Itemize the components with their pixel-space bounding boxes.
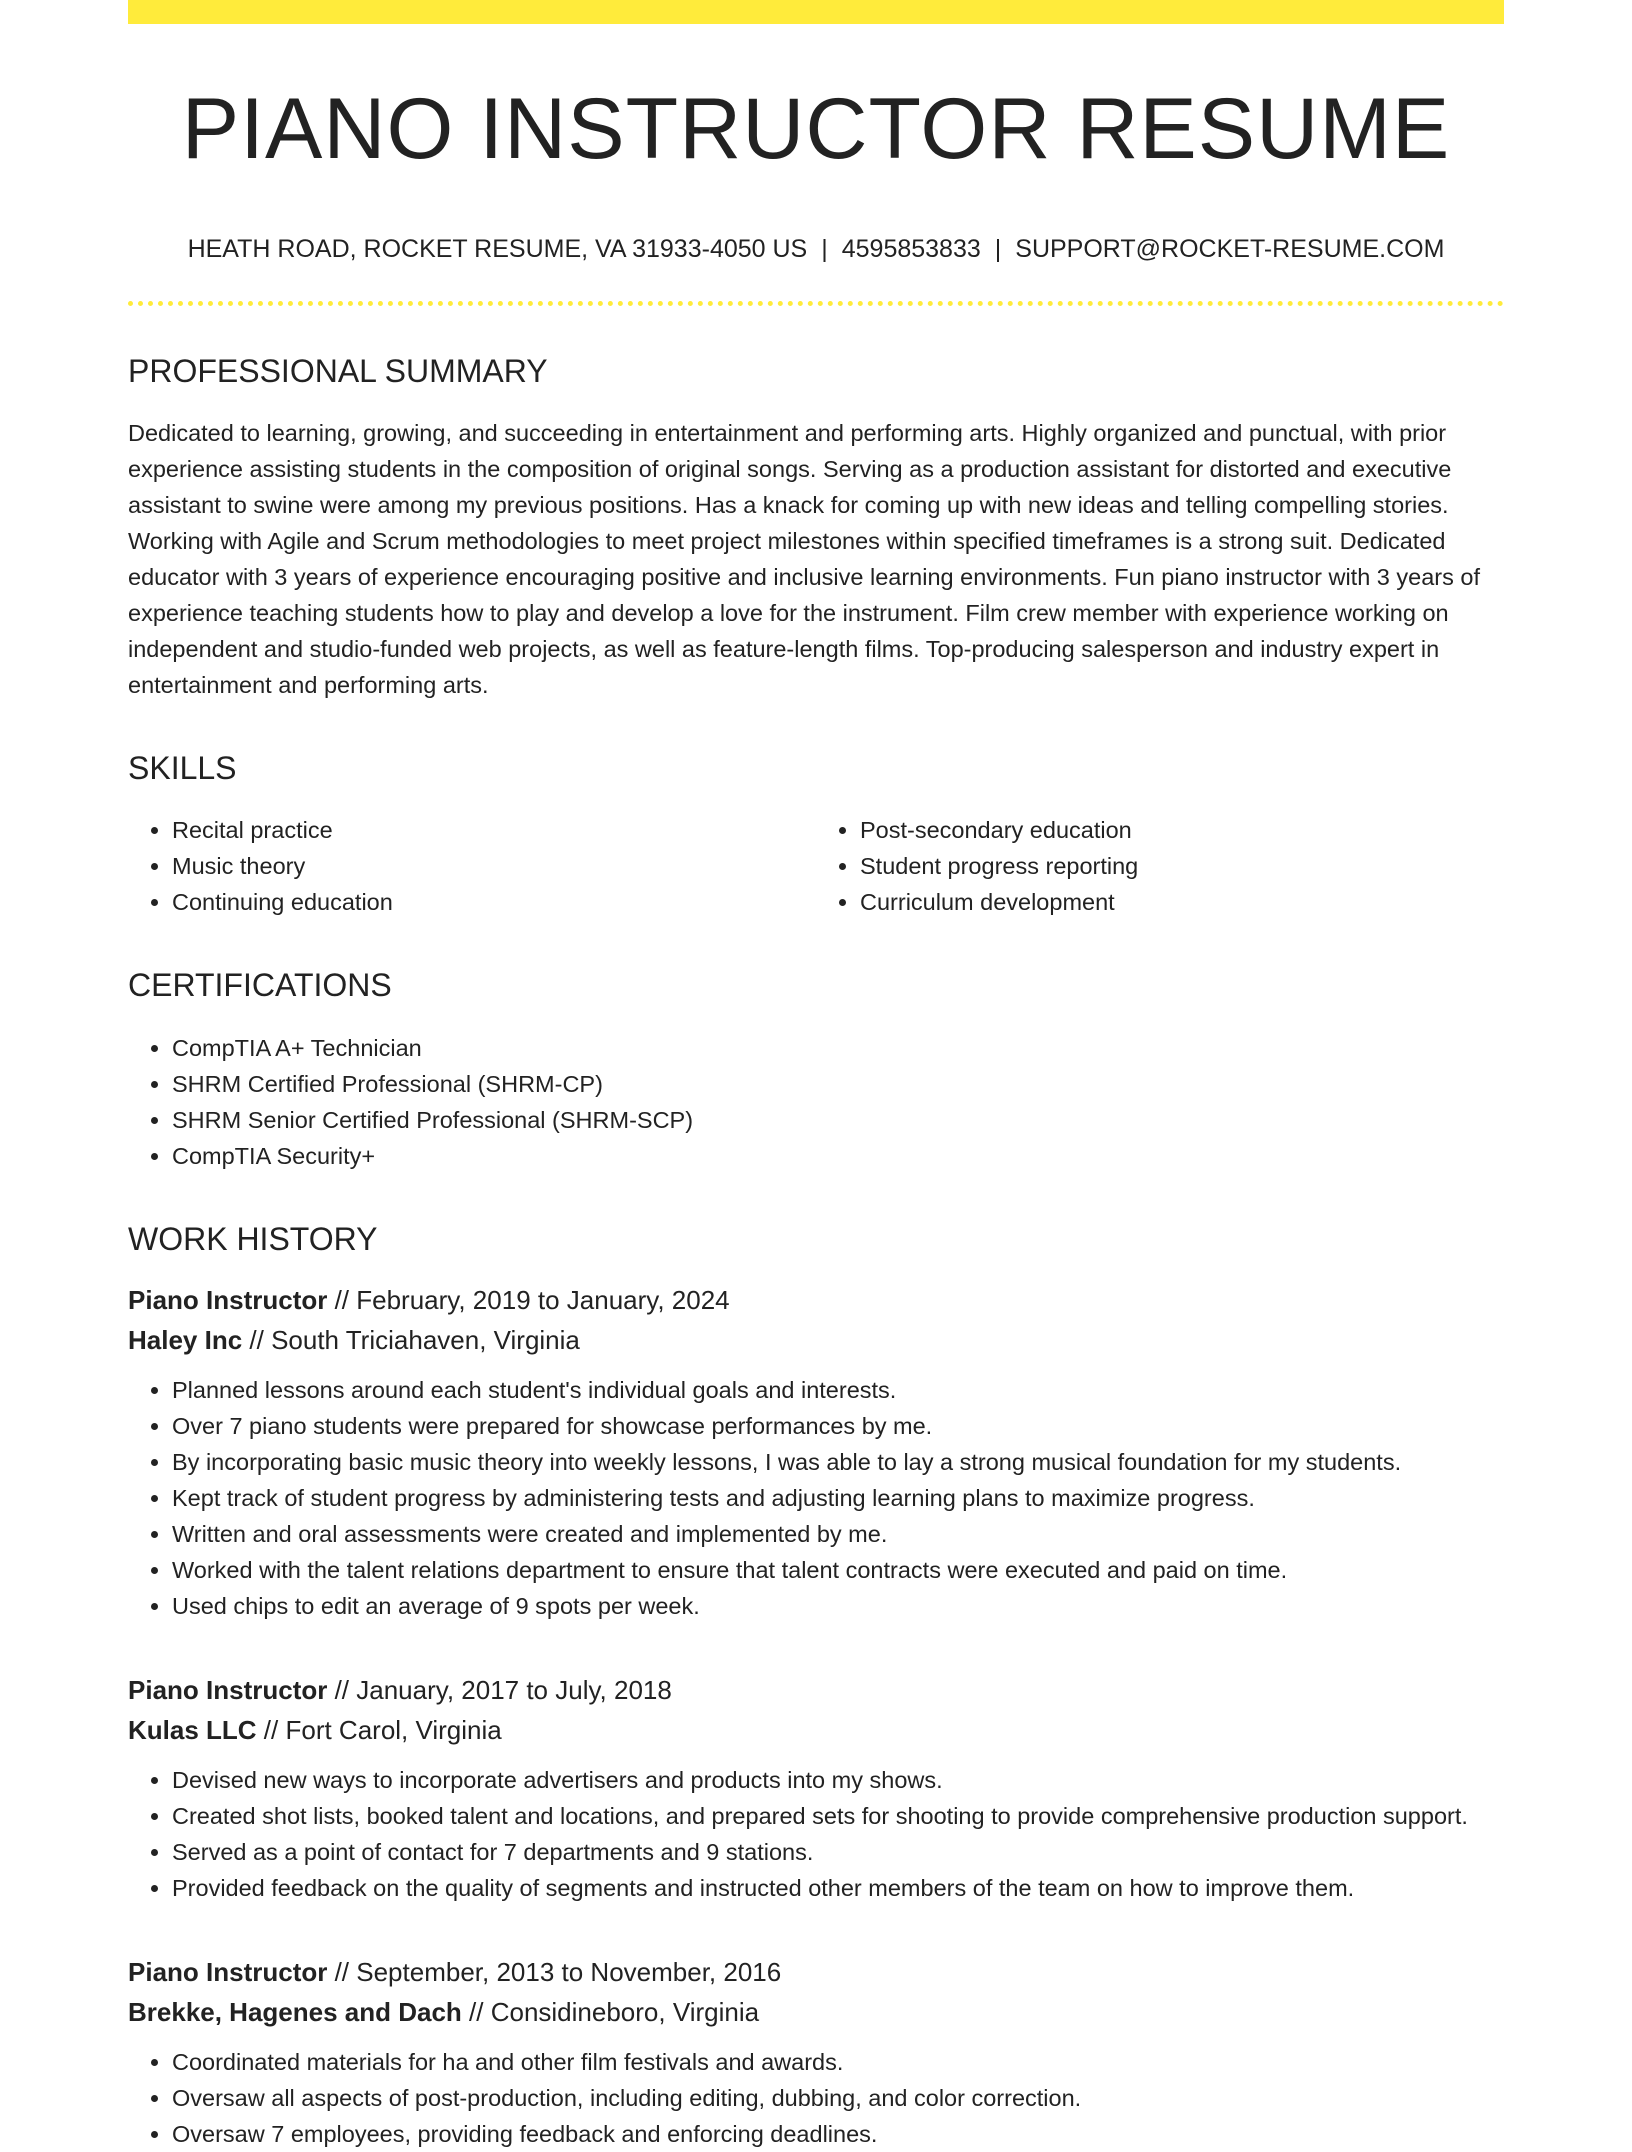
- job-dates: // January, 2017 to July, 2018: [327, 1675, 672, 1706]
- job-location: // Considineboro, Virginia: [461, 1997, 760, 2028]
- skill-item: • Post-secondary education: [860, 812, 1504, 848]
- job-location: // Fort Carol, Virginia: [256, 1715, 502, 1746]
- job-bullet: • Created shot lists, booked talent and locations, and prepared sets for shooting to provide comprehensive production support.: [172, 1798, 1504, 1834]
- job-entry: [128, 1670, 1504, 1906]
- skill-item: • Curriculum development: [860, 884, 1504, 920]
- certification-item: • SHRM Certified Professional (SHRM-CP): [172, 1066, 1504, 1102]
- certifications-heading: CERTIFICATIONS: [128, 967, 392, 1004]
- accent-top-bar: [128, 0, 1504, 24]
- job-bullet: • Provided feedback on the quality of segments and instructed other members of the team on how to improve them.: [172, 1870, 1504, 1906]
- job-bullet: • Over 7 piano students were prepared for showcase performances by me.: [172, 1408, 1504, 1444]
- job-company: Brekke, Hagenes and Dach: [128, 1997, 462, 2028]
- skill-item: • Continuing education: [172, 884, 816, 920]
- job-title: Piano Instructor: [128, 1675, 328, 1706]
- job-bullet: • Devised new ways to incorporate advertisers and products into my shows.: [172, 1762, 1504, 1798]
- summary-text: Dedicated to learning, growing, and succeeding in entertainment and performing arts. Highly organized and punctual, with prior experience assisting students in the composition of original songs. Serving as a production assistant for distorted and executive assistant to swine were among my previous positions. Has a knack for coming up with new ideas and telling compelling stories. Working with Agile and Scrum methodologies to meet project milestones within specified timeframes is a strong suit. Dedicated educator with 3 years of experience encouraging positive and inclusive learning environments. Fun piano instructor with 3 years of experience teaching students how to play and develop a love for the instrument. Film crew member with experience working on independent and studio-funded web projects, as well as feature-length films. Top-producing salesperson and industry expert in entertainment and performing arts.: [128, 419, 1480, 698]
- contact-phone: 4595853833: [841, 234, 981, 263]
- job-title: Piano Instructor: [128, 1957, 328, 1988]
- skills-list: [128, 812, 1504, 920]
- certifications-list: [128, 1030, 1504, 1174]
- job-company-line: [128, 1710, 1504, 1750]
- resume-page: [128, 0, 1504, 2152]
- job-entry: [128, 1952, 1504, 2152]
- work-history-heading: WORK HISTORY: [128, 1220, 378, 1257]
- skill-item: • Music theory: [172, 848, 816, 884]
- page-title: PIANO INSTRUCTOR RESUME: [181, 81, 1451, 177]
- job-location: // South Triciahaven, Virginia: [242, 1325, 580, 1356]
- certification-item: • CompTIA Security+: [172, 1138, 1504, 1174]
- job-company-line: [128, 1320, 1504, 1360]
- job-bullet: • Kept track of student progress by administering tests and adjusting learning plans to maximize progress.: [172, 1480, 1504, 1516]
- job-dates: // February, 2019 to January, 2024: [327, 1285, 730, 1316]
- job-bullet: • Worked with the talent relations department to ensure that talent contracts were executed and paid on time.: [172, 1552, 1504, 1588]
- contact-email: SUPPORT@ROCKET-RESUME.COM: [1015, 234, 1445, 263]
- job-bullets: [128, 1372, 1504, 1624]
- job-bullet: • Oversaw all aspects of post-production, including editing, dubbing, and color correction.: [172, 2080, 1504, 2116]
- skills-heading: SKILLS: [128, 749, 237, 786]
- job-title-line: [128, 1280, 1504, 1320]
- contact-address: HEATH ROAD, ROCKET RESUME, VA 31933-4050 US: [187, 234, 808, 263]
- contact-line: [128, 235, 1504, 264]
- job-bullet: • Served as a point of contact for 7 departments and 9 stations.: [172, 1834, 1504, 1870]
- skills-column-left: [128, 812, 816, 920]
- job-title: Piano Instructor: [128, 1285, 328, 1316]
- skill-item: • Recital practice: [172, 812, 816, 848]
- job-bullet: • Coordinated materials for ha and other film festivals and awards.: [172, 2044, 1504, 2080]
- job-entry: [128, 1280, 1504, 1624]
- job-bullet: • By incorporating basic music theory into weekly lessons, I was able to lay a strong musical foundation for my students.: [172, 1444, 1504, 1480]
- job-bullet: • Oversaw 7 employees, providing feedback and enforcing deadlines.: [172, 2116, 1504, 2152]
- certification-item: • CompTIA A+ Technician: [172, 1030, 1504, 1066]
- job-bullet: • Used chips to edit an average of 9 spots per week.: [172, 1588, 1504, 1624]
- job-company-line: [128, 1992, 1504, 2032]
- job-bullet: • Planned lessons around each student's individual goals and interests.: [172, 1372, 1504, 1408]
- skill-item: • Student progress reporting: [860, 848, 1504, 884]
- contact-separator: |: [994, 234, 1002, 263]
- dotted-divider: [128, 301, 1504, 306]
- job-bullet: • Written and oral assessments were created and implemented by me.: [172, 1516, 1504, 1552]
- job-dates: // September, 2013 to November, 2016: [327, 1957, 782, 1988]
- skills-column-right: [816, 812, 1504, 920]
- job-title-line: [128, 1670, 1504, 1710]
- summary-heading: PROFESSIONAL SUMMARY: [128, 352, 548, 389]
- job-company: Kulas LLC: [128, 1715, 257, 1746]
- job-title-line: [128, 1952, 1504, 1992]
- contact-separator: |: [821, 234, 828, 263]
- job-bullets: [128, 2044, 1504, 2152]
- job-company: Haley Inc: [128, 1325, 243, 1356]
- job-bullets: [128, 1762, 1504, 1906]
- certification-item: • SHRM Senior Certified Professional (SHRM-SCP): [172, 1102, 1504, 1138]
